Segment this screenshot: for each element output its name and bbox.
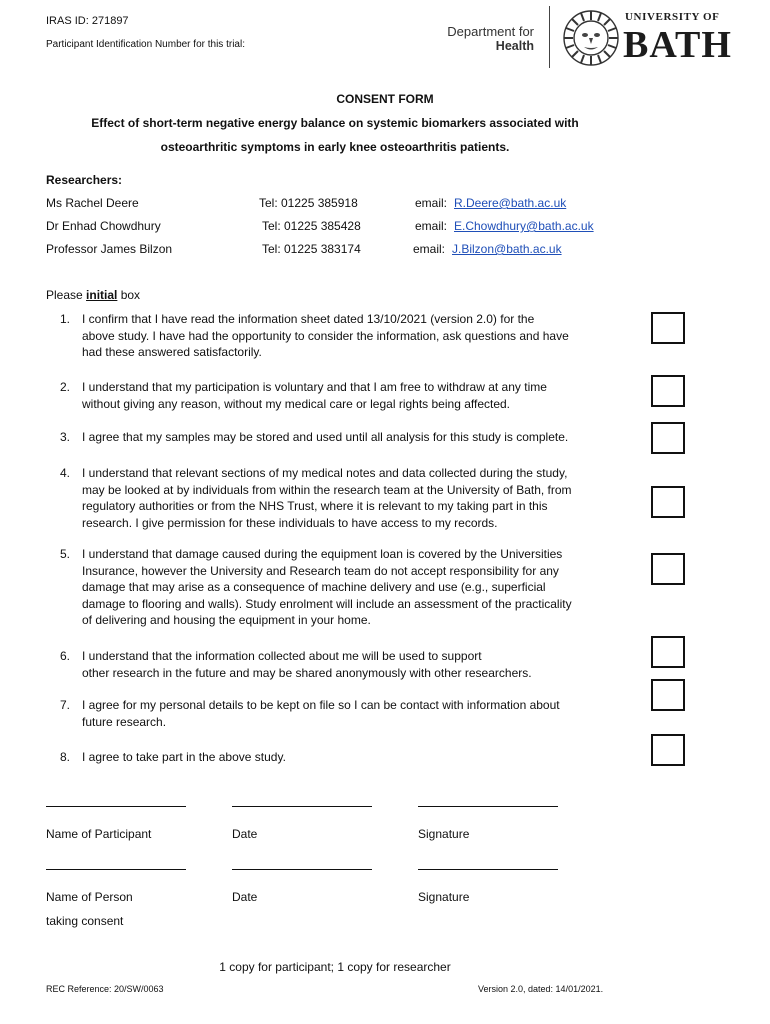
item-line: without giving any reason, without my medical care or legal rights being affected. (82, 396, 511, 411)
participant-name-line[interactable] (46, 806, 186, 807)
item-line: above study. I have had the opportunity to consider the information, ask questions and have (82, 328, 569, 343)
rec-reference: REC Reference: 20/SW/0063 (46, 984, 164, 994)
item-number: 8. (59, 750, 70, 764)
consent-taker-date-label: Date (232, 890, 258, 904)
item-number: 3. (59, 430, 70, 444)
item-line: may be looked at by individuals from within the research team at the University of Bath, from (82, 482, 572, 497)
item-number: 4. (59, 466, 70, 480)
participant-date-label: Date (232, 827, 258, 841)
item-number: 2. (59, 380, 70, 394)
item-line: I understand that relevant sections of my medical notes and data collected during the study, (82, 466, 568, 480)
item-line: research. I give permission for these individuals to have access to my records. (82, 515, 498, 530)
version-date: Version 2.0, dated: 14/01/2021. (478, 984, 604, 994)
researcher-name: Professor James Bilzon (46, 242, 173, 256)
initial-box-8[interactable] (651, 734, 685, 766)
item-line: I understand that my participation is voluntary and that I am free to withdraw at any time (82, 380, 547, 394)
item-number: 7. (59, 698, 70, 712)
participant-id-label: Participant Identification Number for this trial: (46, 39, 245, 50)
researcher-email-link[interactable]: E.Chowdhury@bath.ac.uk (454, 219, 594, 233)
item-line: regulatory authorities or from the NHS Trust, where it is relevant to my taking part in this (82, 499, 548, 513)
name-of-participant-label: Name of Participant (46, 827, 152, 841)
consent-taker-signature-line[interactable] (418, 869, 558, 870)
item-number: 6. (59, 649, 70, 663)
bath-crest-icon (561, 8, 621, 68)
item-line: other research in the future and may be shared anonymously with other researchers. (82, 665, 532, 680)
copies-note: 1 copy for participant; 1 copy for researcher (219, 960, 451, 974)
doh-line1: Department for (447, 24, 534, 39)
item-text (82, 749, 642, 766)
item-text (82, 311, 642, 361)
doh-line2: Health (495, 39, 534, 53)
researcher-email-label: email: (413, 242, 446, 256)
item-text (82, 429, 642, 446)
researcher-name: Ms Rachel Deere (46, 196, 139, 210)
initial-box-1[interactable] (651, 312, 685, 344)
initial-box-instruction (46, 287, 140, 303)
initial-box-6[interactable] (651, 636, 685, 668)
researcher-email-label: email: (415, 219, 448, 233)
item-text (82, 465, 642, 531)
item-line: I understand that damage caused during the equipment loan is covered by the Universities (82, 547, 563, 561)
item-line: future research. (82, 714, 167, 729)
item-text (82, 546, 625, 629)
item-line: I understand that the information collected about me will be used to support (82, 649, 482, 663)
consent-taker-date-line[interactable] (232, 869, 372, 870)
researcher-name: Dr Enhad Chowdhury (46, 219, 161, 233)
item-line: had these answered satisfactorily. (82, 345, 262, 359)
initial-box-7[interactable] (651, 679, 685, 711)
item-line: damage that may arise as a consequence of machine delivery and use (e.g., superficial (82, 580, 546, 594)
researcher-email-label: email: (415, 196, 448, 210)
item-text (82, 697, 642, 730)
initial-box-2[interactable] (651, 375, 685, 407)
participant-signature-line[interactable] (418, 806, 558, 807)
instruction-before: Please (46, 288, 87, 302)
researcher-email-link[interactable]: J.Bilzon@bath.ac.uk (452, 242, 562, 256)
study-title-line2: osteoarthritic symptoms in early knee osteoarthritis patients. (160, 140, 510, 154)
name-of-person-label: Name of Person (46, 890, 133, 904)
item-line: I agree that my samples may be stored and used until all analysis for this study is complete. (82, 430, 569, 444)
consent-taker-name-line[interactable] (46, 869, 186, 870)
taking-consent-label: taking consent (46, 914, 124, 928)
item-line: of delivering and housing the equipment in your home. (82, 613, 371, 627)
logo-divider (549, 6, 550, 68)
university-of-text: UNIVERSITY OF (625, 11, 720, 23)
item-line: Insurance, however the University and Research team do not accept responsibility for any (82, 563, 559, 578)
study-title-line1: Effect of short-term negative energy balance on systemic biomarkers associated with (91, 116, 579, 130)
department-of-health-logo (420, 24, 534, 54)
participant-date-line[interactable] (232, 806, 372, 807)
iras-id: IRAS ID: 271897 (46, 15, 129, 27)
item-line: I agree for my personal details to be kept on file so I can be contact with information about (82, 698, 560, 712)
researchers-heading: Researchers: (46, 173, 123, 187)
researcher-tel: Tel: 01225 383174 (262, 242, 361, 256)
researcher-tel: Tel: 01225 385918 (259, 196, 358, 210)
bath-wordmark: BATH (623, 24, 732, 66)
item-line: damage to flooring and walls). Study enrolment will include an assessment of the practicality (82, 596, 572, 611)
item-line: I confirm that I have read the information sheet dated 13/10/2021 (version 2.0) for the (82, 312, 535, 326)
initial-box-4[interactable] (651, 486, 685, 518)
researcher-email-link[interactable]: R.Deere@bath.ac.uk (454, 196, 567, 210)
item-number: 1. (59, 312, 70, 326)
instruction-after: box (117, 288, 141, 302)
initial-box-3[interactable] (651, 422, 685, 454)
item-line: I agree to take part in the above study. (82, 750, 286, 764)
form-title: CONSENT FORM (336, 92, 434, 106)
participant-signature-label: Signature (418, 827, 470, 841)
initial-box-5[interactable] (651, 553, 685, 585)
consent-taker-signature-label: Signature (418, 890, 470, 904)
item-number: 5. (59, 547, 70, 561)
item-text (82, 379, 642, 412)
instruction-emphasis: initial (86, 288, 118, 302)
item-text (82, 648, 642, 681)
researcher-tel: Tel: 01225 385428 (262, 219, 361, 233)
